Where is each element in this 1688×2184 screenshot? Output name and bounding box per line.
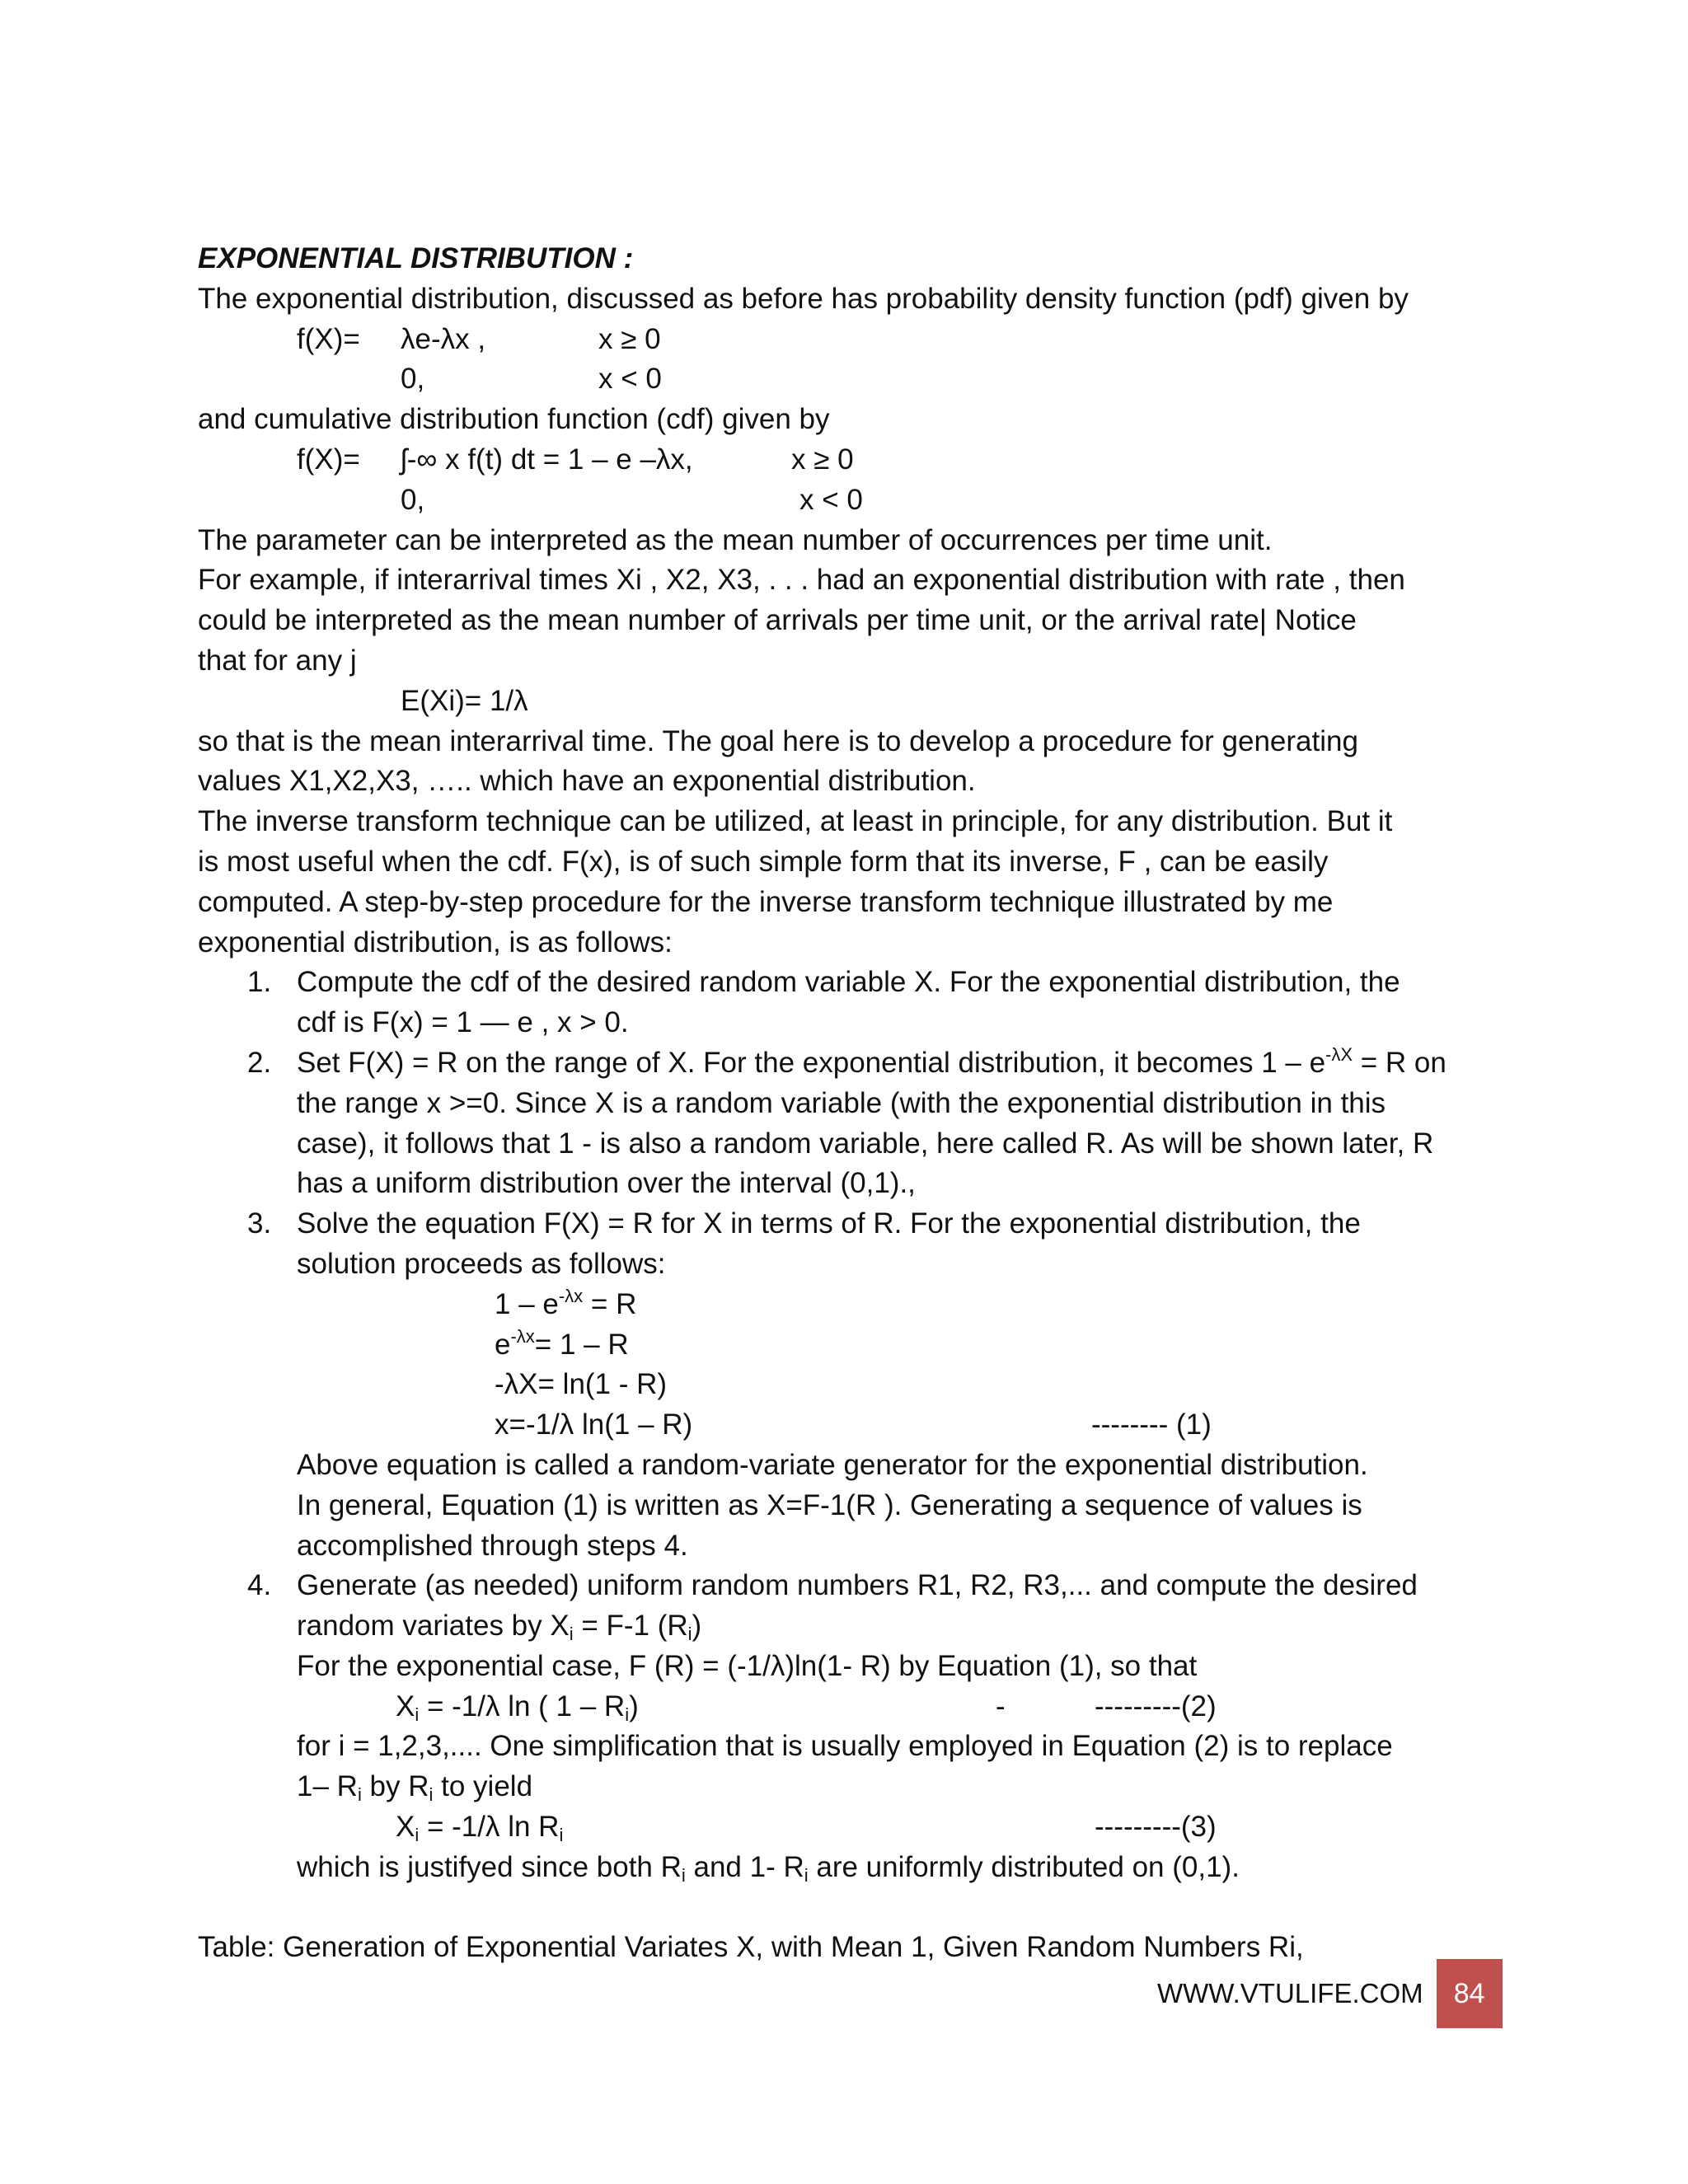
paragraph-line: that for any j	[198, 644, 357, 677]
equation-number: -------- (1)	[1091, 1408, 1212, 1441]
cdf-expr: 0,	[401, 483, 425, 516]
list-number: 3.	[247, 1207, 272, 1240]
list-item-step-1: 1. Compute the cdf of the desired random variable X. For the exponential distribution, the cdf is F(x) = 1 — e , x > 0.	[198, 963, 1492, 1043]
equation-line: $e^{-\lambda x}= 1 - R$	[495, 1325, 629, 1361]
cdf-row-1	[198, 440, 1492, 480]
cdf-lhs: f(X)=	[297, 443, 360, 476]
paragraph: and cumulative distribution function (cdf) given by	[198, 403, 830, 436]
list-item-step-3: 3. Solve the equation F(X) = R for X in terms of R. For the exponential distribution, the solution proceeds as follows: $1 - e^{-\lambda x} = R$ $e^{-\lambda x}= 1 - R$ -λX= ln(1 - R) x=-1/λ ln(1 – R) -------- (1) Above equation is called a random-variate generator for the exponential distribution. In general, Equation (1) is written as X=F-1(R ). Generating a sequence of values is accomplished through steps 4.	[198, 1204, 1492, 1566]
pdf-cond: x < 0	[598, 363, 662, 396]
equation-line: $X_i = -1/\lambda$ ln ( $1 - R_i) - ---------(2)$	[396, 1690, 1217, 1725]
pdf-cond: x ≥ 0	[598, 322, 661, 355]
list-item-step-2: 2. Set F(X) = R on the range of X. For the exponential distribution, it becomes $1 - e^{-\lambda X} = R$ on the range x >=0. Since X is a random variable (with the exponential distribution in this case), it follows that 1 - is also a random variable, here called R. As will be shown later, R has a uniform distribution over the interval (0,1).,	[247, 1043, 1447, 1200]
paragraph-line: values X1,X2,X3, ….. which have an exponential distribution.	[198, 765, 976, 798]
pdf-lhs: f(X)=	[297, 322, 360, 355]
cdf-expr: ʃ-∞ x f(t) dt = 1 – e –λx,	[401, 443, 693, 476]
document-body	[198, 239, 1492, 1968]
equation-number: ---------(3)	[1095, 1811, 1217, 1844]
mean-equation: E(Xi)= 1/λ	[401, 684, 528, 717]
paragraph-line: exponential distribution, is as follows:	[198, 926, 673, 958]
page-number: 84	[1437, 1959, 1503, 2028]
pdf-row-1	[198, 320, 1492, 360]
list-number: 4.	[247, 1569, 272, 1602]
equation-line: $X_i = -1/\lambda$ $\ln R_i$ ---------(3)	[396, 1811, 1217, 1846]
paragraph-line: so that is the mean interarrival time. The goal here is to develop a procedure for generating	[198, 724, 1358, 757]
paragraph-line: The inverse transform technique can be utilized, at least in principle, for any distribution. But it	[198, 805, 1393, 838]
table-caption: Table: Generation of Exponential Variates X, with Mean 1, Given Random Numbers Ri,	[198, 1931, 1304, 1964]
list-number: 1.	[247, 966, 272, 999]
equation-line: -λX= ln(1 - R)	[495, 1368, 668, 1401]
page-footer	[1157, 1968, 1503, 2019]
paragraph-line: is most useful when the cdf. F(x), is of such simple form that its inverse, F , can be easily	[198, 845, 1329, 878]
pdf-expr: λe-λx ,	[401, 322, 486, 355]
equation-number: ---------(2)	[1095, 1690, 1217, 1722]
footer-site-link[interactable]: WWW.VTULIFE.COM	[1157, 1978, 1423, 2008]
section-heading: EXPONENTIAL DISTRIBUTION :	[198, 242, 634, 274]
cdf-cond: x < 0	[799, 483, 863, 516]
paragraph-line: could be interpreted as the mean number of arrivals per time unit, or the arrival rate| Notice	[198, 604, 1357, 637]
equation-line: x=-1/λ ln(1 – R) -------- (1)	[495, 1408, 1212, 1441]
paragraph: The exponential distribution, discussed as before has probability density function (pdf) given by	[198, 282, 1409, 315]
paragraph: The parameter can be interpreted as the mean number of occurrences per time unit.	[198, 523, 1273, 556]
pdf-expr: 0,	[401, 363, 425, 396]
paragraph-line: computed. A step-by-step procedure for the inverse transform technique illustrated by me	[198, 885, 1334, 918]
pdf-row-2	[198, 359, 1492, 400]
list-number: 2.	[247, 1046, 272, 1079]
equation-line: $1 - e^{-\lambda x} = R$	[495, 1285, 637, 1320]
cdf-row-2	[198, 480, 1492, 521]
paragraph-line: For example, if interarrival times Xi , X2, X3, . . . had an exponential distribution with rate , then	[198, 564, 1405, 597]
list-item-step-4: 4. Generate (as needed) uniform random numbers R1, R2, R3,... and compute the desired random variates by $X_i = F-1$ $(R_i)$ For the exponential case, F (R) = (-1/λ)ln(1- R) by Equation (1), so that $X_i = -1/\lambda$ ln ( $1 - R_i) - ---------(2)$ for i = 1,2,3,.... One simplification that is usually employed in Equation (2) is to replace 1– $R_i$ by $R_i$ to yield $X_i = -1/\lambda$ $\ln R_i$ ---------(3) which is justifyed since both $R_i$ and 1- $R_i$ are uniformly distributed on (0,1).	[198, 1566, 1492, 1887]
cdf-cond: x ≥ 0	[791, 443, 854, 476]
